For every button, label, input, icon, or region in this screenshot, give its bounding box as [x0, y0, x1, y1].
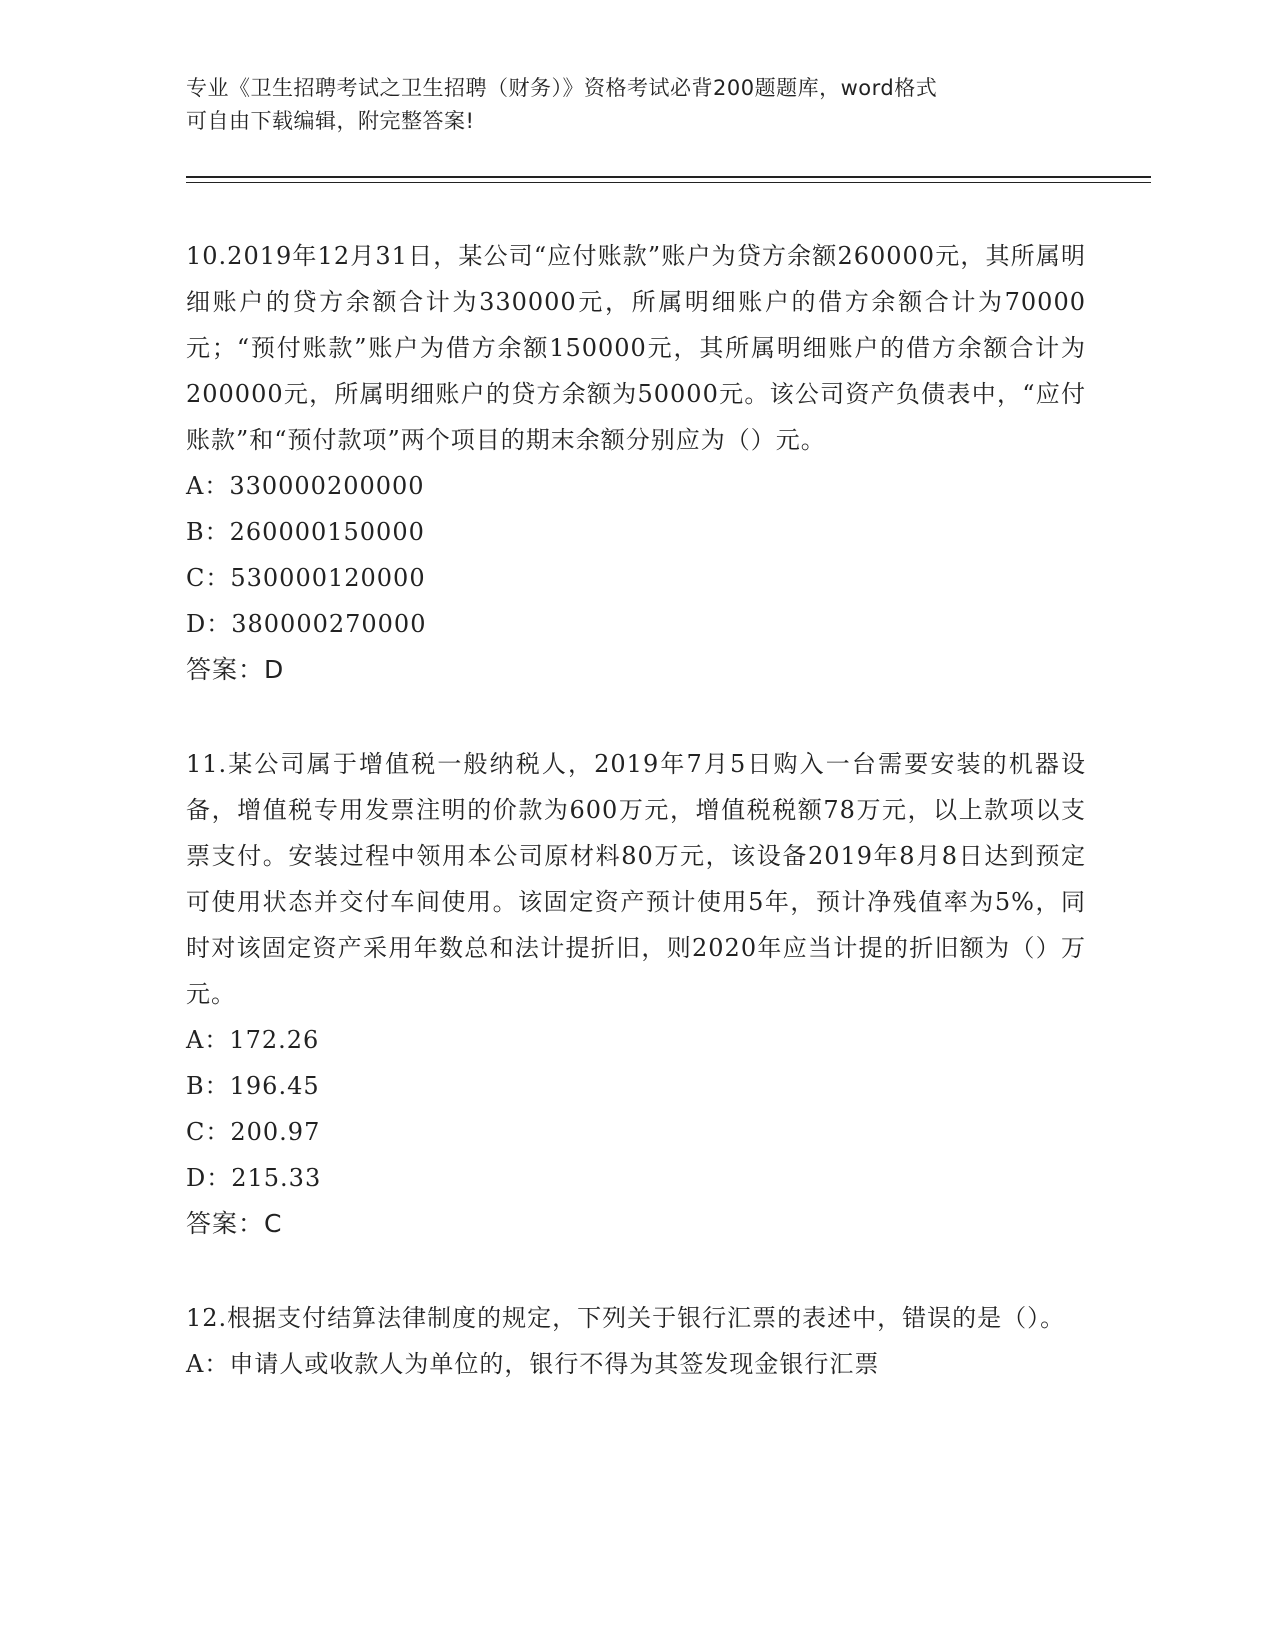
option-a: A：172.26: [186, 1026, 320, 1054]
question-text: 10.2019年12月31日，某公司“应付账款”账户为贷方余额260000元，其所属明细账户的贷方余额合计为330000元，所属明细账户的借方余额合计为70000元；“预付账款”账户为借方余额150000元，其所属明细账户的借方余额合计为200000元，所属明细账户的贷方余额为50000元。该公司资产负债表中，“应付账款”和“预付款项”两个项目的期末余额分别应为（）元。: [186, 242, 1086, 454]
option-b: B：260000150000: [186, 518, 425, 546]
question-text: 12.根据支付结算法律制度的规定，下列关于银行汇票的表述中，错误的是（）。: [186, 1304, 1066, 1332]
option-b: B：196.45: [186, 1072, 320, 1100]
header-line-2: 可自由下载编辑，附完整答案!: [186, 109, 475, 133]
option-a: A：330000200000: [186, 472, 425, 500]
question-text: 11.某公司属于增值税一般纳税人，2019年7月5日购入一台需要安装的机器设备，增值税专用发票注明的价款为600万元，增值税税额78万元，以上款项以支票支付。安装过程中领用本公司原材料80万元，该设备2019年8月8日达到预定可使用状态并交付车间使用。该固定资产预计使用5年，预计净残值率为5%，同时对该固定资产采用年数总和法计提折旧，则2020年应当计提的折旧额为（）万元。: [186, 750, 1086, 1008]
document-header: [186, 72, 1086, 138]
question-list: [186, 233, 1086, 1387]
question-10: [186, 233, 1086, 693]
question-spacer: [186, 693, 1086, 741]
option-d: D：215.33: [186, 1164, 322, 1192]
option-c: C：200.97: [186, 1118, 321, 1146]
option-a: A：申请人或收款人为单位的，银行不得为其签发现金银行汇票: [186, 1350, 880, 1378]
answer: 答案：D: [186, 655, 285, 684]
option-c: C：530000120000: [186, 564, 426, 592]
question-11: [186, 741, 1086, 1247]
header-divider-thick: [186, 176, 1151, 178]
header-divider-thin: [186, 182, 1151, 183]
question-spacer: [186, 1247, 1086, 1295]
question-12: [186, 1295, 1086, 1387]
answer: 答案：C: [186, 1209, 283, 1238]
header-line-1: 专业《卫生招聘考试之卫生招聘（财务）》资格考试必背200题题库，word格式: [186, 76, 938, 100]
option-d: D：380000270000: [186, 610, 427, 638]
